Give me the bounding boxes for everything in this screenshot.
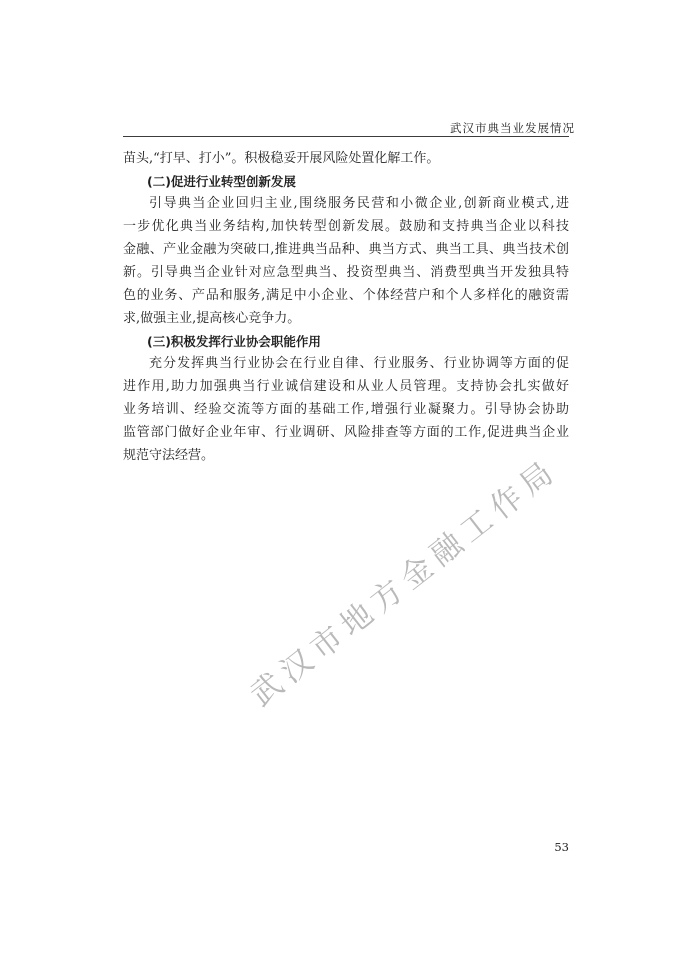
body-line-10: 业务培训、经验交流等方面的基础工作,增强行业凝聚力。引导协会协助 — [123, 402, 569, 417]
body-line-5: 新。引导典当企业针对应急型典当、投资型典当、消费型典当开发独具特 — [123, 265, 569, 280]
section-heading-2: (二)促进行业转型创新发展 — [147, 174, 296, 189]
body-line-3: 一步优化典当业务结构,加快转型创新发展。鼓励和支持典当企业以科技 — [123, 219, 569, 234]
header-rule — [123, 136, 569, 137]
watermark-text: 武汉市地方金融工作局 — [243, 451, 566, 714]
body-line-1: 苗头,“打早、打小”。积极稳妥开展风险处置化解工作。 — [123, 151, 440, 166]
section-heading-3: (三)积极发挥行业协会职能作用 — [147, 334, 321, 349]
body-line-11: 监管部门做好企业年审、行业调研、风险排查等方面的工作,促进典当企业 — [123, 425, 569, 440]
body-line-2: 引导典当企业回归主业,围绕服务民营和小微企业,创新商业模式,进 — [149, 196, 569, 211]
body-line-4: 金融、产业金融为突破口,推进典当品种、典当方式、典当工具、典当技术创 — [123, 242, 569, 257]
body-line-9: 进作用,助力加强典当行业诚信建设和从业人员管理。支持协会扎实做好 — [123, 379, 569, 394]
page-number: 53 — [554, 840, 569, 854]
body-line-6: 色的业务、产品和服务,满足中小企业、个体经营户和个人多样化的融资需 — [123, 288, 569, 303]
body-line-12: 规范守法经营。 — [123, 448, 215, 463]
body-line-8: 充分发挥典当行业协会在行业自律、行业服务、行业协调等方面的促 — [149, 356, 569, 371]
running-header: 武汉市典当业发展情况 — [450, 121, 575, 135]
body-line-7: 求,做强主业,提高核心竞争力。 — [123, 311, 301, 326]
